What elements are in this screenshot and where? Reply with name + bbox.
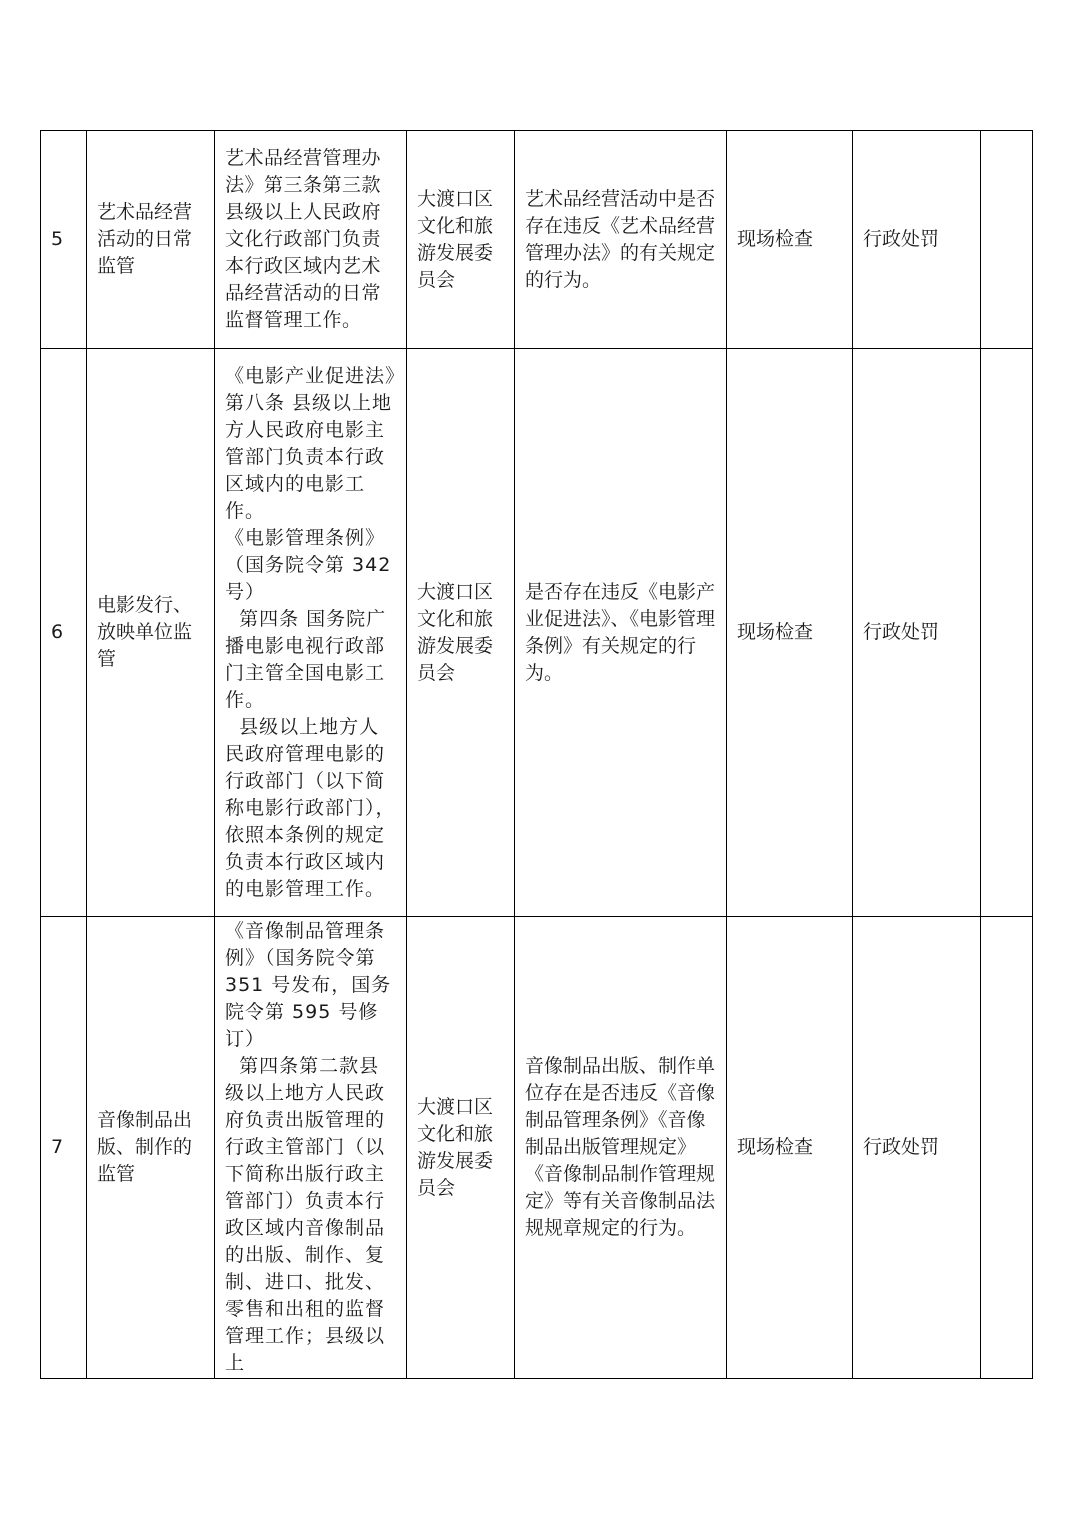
responsible-department: 大渡口区文化和旅游发展委员会: [407, 917, 515, 1379]
remark: [981, 349, 1033, 917]
handling-method: 行政处罚: [853, 917, 981, 1379]
inspection-method: 现场检查: [727, 917, 853, 1379]
inspection-content: 音像制品出版、制作单位存在是否违反《音像制品管理条例》《音像制品出版管理规定》《音像制品制作管理规定》等有关音像制品法规规章规定的行为。: [515, 917, 727, 1379]
basis-paragraph: 第四条第二款县级以上地方人民政府负责出版管理的行政主管部门（以下简称出版行政主管部门）负责本行政区域内音像制品的出版、制作、复制、进口、批发、零售和出租的监督管理工作；县级以上: [225, 1055, 386, 1374]
basis-paragraph: 《电影管理条例》（国务院令第 342 号）: [225, 526, 399, 603]
basis-paragraph: 《电影产业促进法》第八条 县级以上地方人民政府电影主管部门负责本行政区域内的电影工作。: [225, 364, 396, 522]
handling-method: 行政处罚: [853, 131, 981, 349]
item-name: 艺术品经营活动的日常监管: [87, 131, 215, 349]
table-row: [41, 131, 1033, 349]
inspection-method: 现场检查: [727, 349, 853, 917]
inspection-content: 艺术品经营活动中是否存在违反《艺术品经营管理办法》的有关规定的行为。: [515, 131, 727, 349]
basis-paragraph: 艺术品经营管理办法》第三条第三款县级以上人民政府文化行政部门负责本行政区域内艺术品经营活动的日常监督管理工作。: [225, 147, 382, 331]
inspection-content: 是否存在违反《电影产业促进法》、《电影管理条例》有关规定的行为。: [515, 349, 727, 917]
table-row: [41, 917, 1033, 1379]
basis-paragraph: 《音像制品管理条例》（国务院令第 351 号发布，国务院令第 595 号修订）: [225, 920, 392, 1050]
legal-basis: [215, 917, 407, 1379]
basis-paragraph: 第四条 国务院广播电影电视行政部门主管全国电影工作。: [225, 607, 387, 711]
supervision-table: [40, 130, 1033, 1379]
handling-method: 行政处罚: [853, 349, 981, 917]
remark: [981, 917, 1033, 1379]
responsible-department: 大渡口区文化和旅游发展委员会: [407, 131, 515, 349]
legal-basis: [215, 131, 407, 349]
item-name: 电影发行、放映单位监管: [87, 349, 215, 917]
table-row: [41, 349, 1033, 917]
legal-basis: [215, 349, 407, 917]
row-number: 5: [41, 131, 87, 349]
basis-paragraph: 县级以上地方人民政府管理电影的行政部门（以下简称电影行政部门），依照本条例的规定负责本行政区域内的电影管理工作。: [225, 715, 396, 900]
remark: [981, 131, 1033, 349]
responsible-department: 大渡口区文化和旅游发展委员会: [407, 349, 515, 917]
row-number: 6: [41, 349, 87, 917]
item-name: 音像制品出版、制作的监管: [87, 917, 215, 1379]
row-number: 7: [41, 917, 87, 1379]
inspection-method: 现场检查: [727, 131, 853, 349]
